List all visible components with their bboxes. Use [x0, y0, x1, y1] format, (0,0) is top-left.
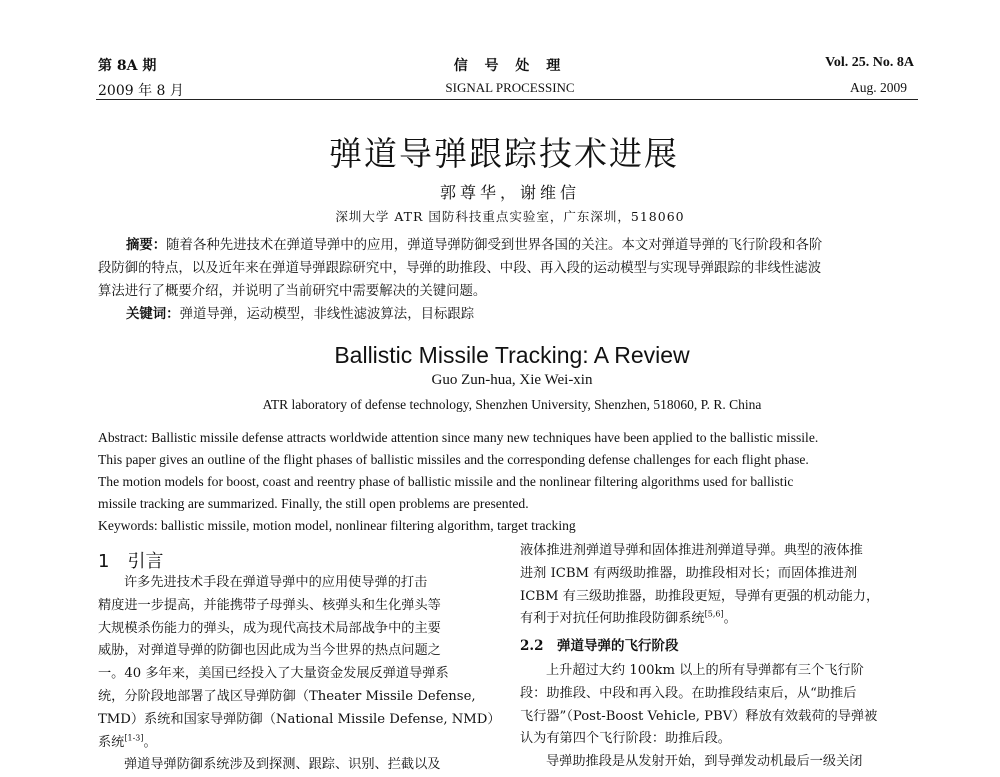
abstract-en-line: Abstract: Ballistic missile defense attracts worldwide attention since many new techniques have been applied to the ballistic missile.: [98, 430, 819, 445]
body-line: 许多先进技术手段在弹道导弹中的应用使导弹的打击: [124, 575, 428, 590]
issue-number: 第 8A 期: [98, 58, 157, 74]
abstract-cn: [98, 234, 920, 326]
authors-cn: 郭尊华，谢维信: [439, 183, 580, 202]
issue-date-en: Aug. 2009: [850, 80, 907, 95]
paper-title-en: Ballistic Missile Tracking: A Review: [334, 342, 690, 368]
body-line: 有利于对抗任何助推段防御系统: [520, 611, 705, 627]
body-line: 系统: [98, 734, 125, 750]
abstract-en-line: The motion models for boost, coast and reentry phase of ballistic missile and the nonlinear filtering algorithms used for ballistic: [98, 474, 794, 489]
affiliation-cn: 深圳大学 ATR 国防科技重点实验室，广东深圳，518060: [335, 209, 685, 224]
body-line: ICBM 有三级助推器，助推段更短，导弹有更强的机动能力，: [520, 588, 880, 604]
affiliation-en: ATR laboratory of defense technology, Shenzhen University, Shenzhen, 518060, P. R. China: [262, 397, 762, 412]
abstract-cn-line: 随着各种先进技术在弹道导弹中的应用，弹道导弹防御受到世界各国的关注。本文对弹道导弹的飞行阶段和各阶: [166, 238, 823, 253]
section-1-body: [98, 572, 501, 777]
body-line: 液体推进剂弹道导弹和固体推进剂弹道导弹。典型的液体推: [520, 543, 863, 558]
keywords-cn-label: 关键词：: [126, 306, 180, 322]
volume-number: Vol. 25. No. 8A: [825, 55, 914, 70]
body-line: 精度进一步提高，并能携带子母弹头、核弹头和生化弹头等: [98, 597, 441, 613]
abstract-cn-line: 算法进行了概要介绍，并说明了当前研究中需要解决的关键问题。: [98, 284, 487, 299]
abstract-en-line: This paper gives an outline of the flight phases of ballistic missiles and the corresponding defense challenges for each flight phase.: [98, 452, 809, 467]
abstract-en: [98, 427, 918, 537]
body-line: TMD）系统和国家导弹防御（National Missile Defense, NMD）: [98, 711, 501, 727]
header-rule: [96, 99, 918, 100]
keywords-cn: 弹道导弹，运动模型，非线性滤波算法，目标跟踪: [179, 307, 475, 322]
body-line: 导弹助推段是从发射开始，到导弹发动机最后一级关闭: [546, 754, 863, 770]
citation: [1-3]: [124, 733, 144, 743]
abstract-cn-line: 段防御的特点，以及近年来在弹道导弹跟踪研究中，导弹的助推段、中段、再入段的运动模型与实现导弹跟踪的非线性滤波: [98, 261, 822, 276]
keywords-en: Keywords: ballistic missile, motion model, nonlinear filtering algorithm, target tracking: [98, 518, 576, 533]
citation: [5,6]: [704, 610, 724, 619]
body-line: 统，分阶段地部署了战区导弹防御（Theater Missile Defense,: [98, 688, 476, 704]
body-line: 进剂 ICBM 有两级助推器，助推段相对长；而固体推进剂: [520, 565, 858, 581]
section-2-2-heading: 2.2 弹道导弹的飞行阶段: [520, 638, 679, 655]
authors-en: Guo Zun-hua, Xie Wei-xin: [431, 372, 593, 388]
section-1-heading: 1 引言: [98, 551, 164, 572]
issue-date-cn: 2009 年 8 月: [98, 83, 184, 99]
body-line: 认为有第四个飞行阶段：助推后段。: [520, 731, 731, 747]
abstract-cn-label: 摘要：: [126, 237, 167, 253]
abstract-en-line: missile tracking are summarized. Finally, the still open problems are presented.: [98, 496, 529, 511]
journal-name-cn: 信 号 处 理: [453, 58, 567, 74]
body-line: 弹道导弹防御系统涉及到探测、跟踪、识别、拦截以及: [124, 757, 441, 773]
body-line: 上升超过大约 100km 以上的所有导弹都有三个飞行阶: [546, 662, 864, 678]
body-line: 威胁，对弹道导弹的防御也因此成为当今世界的热点问题之: [98, 643, 441, 659]
right-column-body: [520, 540, 920, 774]
punct: 。: [723, 611, 737, 627]
paper-title-cn: 弹道导弹跟踪技术进展: [329, 134, 679, 173]
body-line: 一。40 多年来，美国已经投入了大量资金发展反弹道导弹系: [98, 666, 449, 682]
journal-name-en: SIGNAL PROCESSINC: [445, 80, 575, 95]
body-line: 大规模杀伤能力的弹头，成为现代高技术局部战争中的主要: [98, 620, 441, 636]
body-line: 段：助推段、中段和再入段。在助推段结束后，从“助推后: [520, 685, 857, 701]
punct: 。: [143, 734, 157, 750]
body-line: 飞行器”（Post-Boost Vehicle, PBV）释放有效载荷的导弹被: [520, 708, 878, 724]
